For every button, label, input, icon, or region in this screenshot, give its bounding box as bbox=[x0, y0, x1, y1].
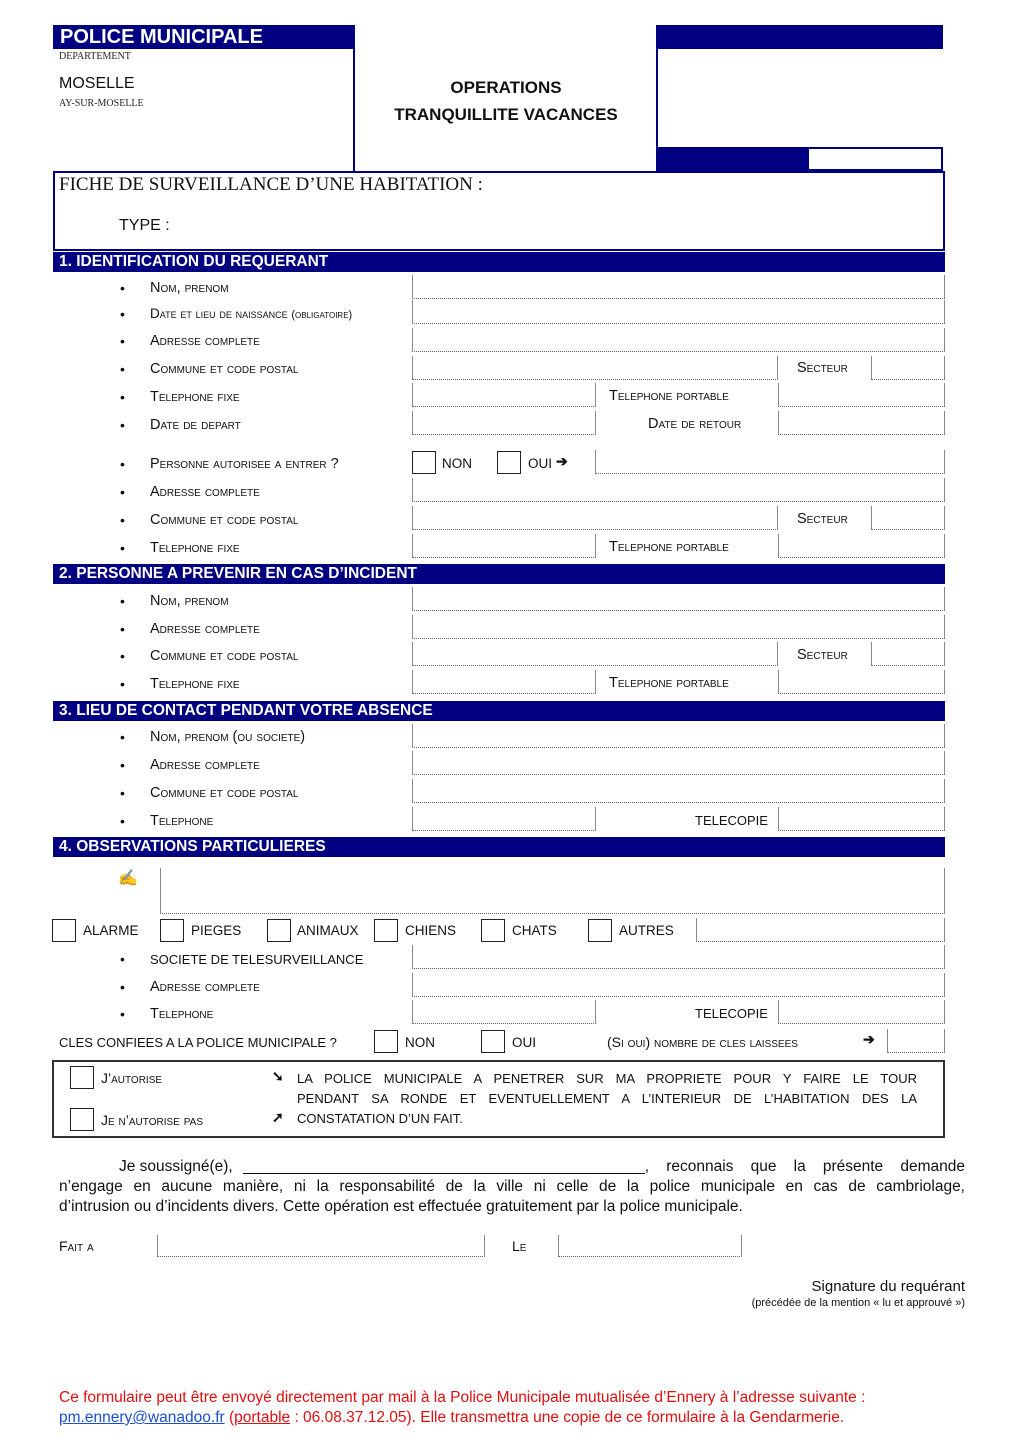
input-adresse-autorisee[interactable] bbox=[412, 478, 945, 502]
input-observations[interactable] bbox=[160, 868, 945, 914]
bullet: • bbox=[120, 785, 125, 801]
label-cles-non: NON bbox=[405, 1035, 435, 1050]
label-s3-telecopie: TELECOPIE bbox=[695, 813, 768, 828]
bullet: • bbox=[120, 621, 125, 637]
bullet: • bbox=[120, 389, 125, 405]
bullet: • bbox=[120, 813, 125, 829]
label-date-naissance bbox=[150, 306, 352, 321]
signature-label: Signature du requérant bbox=[811, 1278, 965, 1295]
bullet: • bbox=[120, 280, 125, 296]
label-date-depart: Date de depart bbox=[150, 417, 241, 433]
input-commune[interactable] bbox=[412, 356, 778, 380]
input-s2-adresse[interactable] bbox=[412, 615, 945, 639]
label-s4-adresse: Adresse complete bbox=[150, 979, 260, 995]
declaration-line-3: d’intrusion ou d’incidents divers. Cette opération est effectuée gratuitement par la police municipale. bbox=[59, 1198, 743, 1215]
checkbox-animaux[interactable] bbox=[267, 919, 291, 942]
checkbox-alarme[interactable] bbox=[52, 919, 76, 942]
email-link[interactable]: pm.ennery@wanadoo.fr bbox=[59, 1409, 225, 1426]
stamp-box-bottom-left bbox=[656, 147, 808, 171]
input-secteur-autorisee[interactable] bbox=[871, 506, 945, 530]
bullet: • bbox=[120, 729, 125, 745]
arrow-up-right-icon: ➚ bbox=[272, 1109, 284, 1125]
input-date-lieu-naissance[interactable] bbox=[412, 300, 945, 324]
footer-line-2 bbox=[59, 1409, 844, 1427]
input-s3-telecopie[interactable] bbox=[778, 807, 945, 831]
checkbox-je-n-autorise-pas[interactable] bbox=[70, 1108, 94, 1131]
label-personne-autorisee: Personne autorisee a entrer ? bbox=[150, 456, 339, 472]
declaration-end: , reconnais que la présente demande bbox=[644, 1158, 965, 1175]
input-autres[interactable] bbox=[696, 918, 945, 942]
label-s4-telecopie: TELECOPIE bbox=[695, 1006, 768, 1021]
label-s2-secteur: Secteur bbox=[797, 647, 848, 663]
header-left-border bbox=[353, 25, 355, 172]
label-s3-nom: Nom, prenom (ou societe) bbox=[150, 729, 306, 745]
section-4-header: 4. OBSERVATIONS PARTICULIERES bbox=[53, 837, 945, 857]
label-date-retour: Date de retour bbox=[648, 416, 742, 432]
input-s4-telecopie[interactable] bbox=[778, 1000, 945, 1024]
label-adresse: Adresse complete bbox=[150, 333, 260, 349]
label-cles-confiees: CLES CONFIEES A LA POLICE MUNICIPALE ? bbox=[59, 1035, 337, 1050]
bullet: • bbox=[120, 540, 125, 556]
input-fait-a[interactable] bbox=[157, 1235, 485, 1257]
signature-note: (précédée de la mention « lu et approuvé ») bbox=[751, 1297, 965, 1309]
label-telesurveillance: SOCIETE DE TELESURVEILLANCE bbox=[150, 952, 364, 967]
bullet: • bbox=[120, 979, 125, 995]
label-s3-commune: Commune et code postal bbox=[150, 785, 299, 801]
checkbox-personne-non[interactable] bbox=[412, 451, 436, 474]
bullet: • bbox=[120, 361, 125, 377]
checkbox-j-autorise[interactable] bbox=[70, 1066, 94, 1089]
footer-open-paren: ( bbox=[224, 1409, 235, 1426]
label-nom-prenom: Nom, prenom bbox=[150, 280, 229, 296]
label-secteur: Secteur bbox=[797, 360, 848, 376]
label-s3-telephone: Telephone bbox=[150, 813, 214, 829]
input-tel-portable[interactable] bbox=[778, 383, 945, 407]
label-s3-adresse: Adresse complete bbox=[150, 757, 260, 773]
input-date-le[interactable] bbox=[558, 1235, 742, 1257]
label-nombre-cles: (Si oui) nombre de cles laissees bbox=[607, 1034, 798, 1050]
label-tel-portable-autorisee: Telephone portable bbox=[609, 539, 729, 555]
label-chats: CHATS bbox=[512, 923, 557, 938]
footer-line-1: Ce formulaire peut être envoyé directement par mail à la Police Municipale mutualisée d’Ennery à l’adresse suivante : bbox=[59, 1389, 866, 1406]
authorization-text-2: PENDANT SA RONDE ET EVENTUELLEMENT A L’INTERIEUR DE L’HABITATION DES LA bbox=[297, 1091, 917, 1106]
bullet: • bbox=[120, 306, 125, 322]
input-personne-autorisee-nom[interactable] bbox=[595, 450, 945, 474]
checkbox-cles-non[interactable] bbox=[374, 1030, 398, 1053]
footer-phone-text: : 06.08.37.12.05). Elle transmettra une copie de ce formulaire à la Gendarmerie. bbox=[290, 1409, 845, 1426]
checkbox-chiens[interactable] bbox=[374, 919, 398, 942]
input-soussigne-name[interactable] bbox=[243, 1158, 645, 1174]
label-chiens: CHIENS bbox=[405, 923, 457, 938]
input-s2-tel-portable[interactable] bbox=[778, 670, 945, 694]
bullet: • bbox=[120, 417, 125, 433]
bullet: • bbox=[120, 676, 125, 692]
checkbox-personne-oui[interactable] bbox=[497, 451, 521, 474]
section-3-header: 3. LIEU DE CONTACT PENDANT VOTRE ABSENCE bbox=[53, 701, 945, 721]
input-s2-commune[interactable] bbox=[412, 642, 778, 666]
arrow-right-icon: ➔ bbox=[556, 453, 568, 469]
bullet: • bbox=[120, 757, 125, 773]
label-obligatoire: (obligatoire) bbox=[291, 309, 353, 321]
commune-name: AY-SUR-MOSELLE bbox=[59, 98, 144, 109]
label-s2-tel-fixe: Telephone fixe bbox=[150, 676, 240, 692]
label-date-naissance-text: Date et lieu de naissance bbox=[150, 306, 288, 321]
form-title: FICHE DE SURVEILLANCE D’UNE HABITATION : bbox=[59, 174, 483, 195]
input-commune-autorisee[interactable] bbox=[412, 506, 778, 530]
stamp-box-bottom-right[interactable] bbox=[807, 147, 943, 171]
input-adresse[interactable] bbox=[412, 328, 945, 352]
checkbox-chats[interactable] bbox=[481, 919, 505, 942]
authorization-text-3: CONSTATATION D’UN FAIT. bbox=[297, 1111, 463, 1126]
input-s2-nom[interactable] bbox=[412, 587, 945, 611]
bullet: • bbox=[120, 512, 125, 528]
input-tel-fixe[interactable] bbox=[412, 383, 596, 407]
input-secteur[interactable] bbox=[871, 356, 945, 380]
checkbox-autres[interactable] bbox=[588, 919, 612, 942]
input-s3-commune[interactable] bbox=[412, 779, 945, 803]
operation-title-2: TRANQUILLITE VACANCES bbox=[394, 105, 618, 124]
input-date-depart[interactable] bbox=[412, 411, 596, 435]
input-s4-adresse[interactable] bbox=[412, 973, 945, 997]
label-s2-commune: Commune et code postal bbox=[150, 648, 299, 664]
label-s2-nom: Nom, prenom bbox=[150, 593, 229, 609]
bullet: • bbox=[120, 951, 125, 967]
input-nombre-cles[interactable] bbox=[887, 1029, 945, 1053]
label-pieges: PIEGES bbox=[191, 923, 242, 938]
label-commune: Commune et code postal bbox=[150, 361, 299, 377]
label-autres: AUTRES bbox=[619, 923, 674, 938]
label-s2-tel-portable: Telephone portable bbox=[609, 675, 729, 691]
bullet: • bbox=[120, 484, 125, 500]
input-tel-fixe-autorisee[interactable] bbox=[412, 534, 596, 558]
dept-value: MOSELLE bbox=[59, 75, 135, 92]
label-tel-fixe: Telephone fixe bbox=[150, 389, 240, 405]
dept-label: DEPARTEMENT bbox=[59, 51, 131, 62]
label-commune-autorisee: Commune et code postal bbox=[150, 512, 299, 528]
label-cles-oui: OUI bbox=[512, 1035, 537, 1050]
label-adresse-autorisee: Adresse complete bbox=[150, 484, 260, 500]
label-non: NON bbox=[442, 456, 472, 471]
label-je-n-autorise-pas: Je n’autorise pas bbox=[101, 1112, 203, 1128]
section-2-header: 2. PERSONNE A PREVENIR EN CAS D’INCIDENT bbox=[53, 564, 945, 584]
arrow-right-icon: ➔ bbox=[863, 1031, 875, 1047]
label-s4-telephone: Telephone bbox=[150, 1006, 214, 1022]
input-s3-telephone[interactable] bbox=[412, 807, 596, 831]
label-le: Le bbox=[512, 1238, 527, 1254]
label-s2-adresse: Adresse complete bbox=[150, 621, 260, 637]
input-telesurveillance[interactable] bbox=[412, 945, 945, 969]
bullet: • bbox=[120, 456, 125, 472]
portable-label: portable bbox=[234, 1409, 291, 1426]
checkbox-cles-oui[interactable] bbox=[481, 1030, 505, 1053]
bullet: • bbox=[120, 1006, 125, 1022]
input-s2-secteur[interactable] bbox=[871, 642, 945, 666]
label-alarme: ALARME bbox=[83, 923, 139, 938]
bullet: • bbox=[120, 593, 125, 609]
declaration-line-2: n’engage en aucune manière, ni la responsabilité de la ville ni celle de la police municipale en cas de cambriolage, bbox=[59, 1178, 965, 1195]
label-tel-portable: Telephone portable bbox=[609, 388, 729, 404]
declaration-start: Je soussigné(e), bbox=[119, 1158, 233, 1175]
section-1-header: 1. IDENTIFICATION DU REQUERANT bbox=[53, 252, 945, 272]
authorization-text-1: LA POLICE MUNICIPALE A PENETRER SUR MA PROPRIETE POUR Y FAIRE LE TOUR bbox=[297, 1071, 917, 1086]
bullet: • bbox=[120, 648, 125, 664]
input-s2-tel-fixe[interactable] bbox=[412, 670, 596, 694]
label-secteur-autorisee: Secteur bbox=[797, 511, 848, 527]
input-tel-portable-autorisee[interactable] bbox=[778, 534, 945, 558]
input-date-retour[interactable] bbox=[778, 411, 945, 435]
input-s4-telephone[interactable] bbox=[412, 1000, 596, 1024]
declaration-line-1 bbox=[59, 1158, 965, 1176]
label-animaux: ANIMAUX bbox=[297, 923, 359, 938]
input-nom-prenom[interactable] bbox=[412, 275, 945, 299]
org-title-bar bbox=[53, 25, 355, 49]
bullet: • bbox=[120, 333, 125, 349]
checkbox-pieges[interactable] bbox=[160, 919, 184, 942]
input-s3-adresse[interactable] bbox=[412, 751, 945, 775]
type-label: TYPE : bbox=[119, 217, 170, 234]
operation-title-1: OPERATIONS bbox=[450, 78, 562, 97]
label-oui: OUI bbox=[528, 456, 553, 471]
label-fait-a: Fait a bbox=[59, 1238, 94, 1254]
org-title: POLICE MUNICIPALE bbox=[60, 26, 263, 48]
arrow-down-right-icon: ➘ bbox=[272, 1068, 284, 1084]
writing-hand-icon: ✍ bbox=[118, 870, 138, 887]
label-j-autorise: J’autorise bbox=[101, 1070, 163, 1086]
input-s3-nom[interactable] bbox=[412, 724, 945, 748]
label-tel-fixe-autorisee: Telephone fixe bbox=[150, 540, 240, 556]
